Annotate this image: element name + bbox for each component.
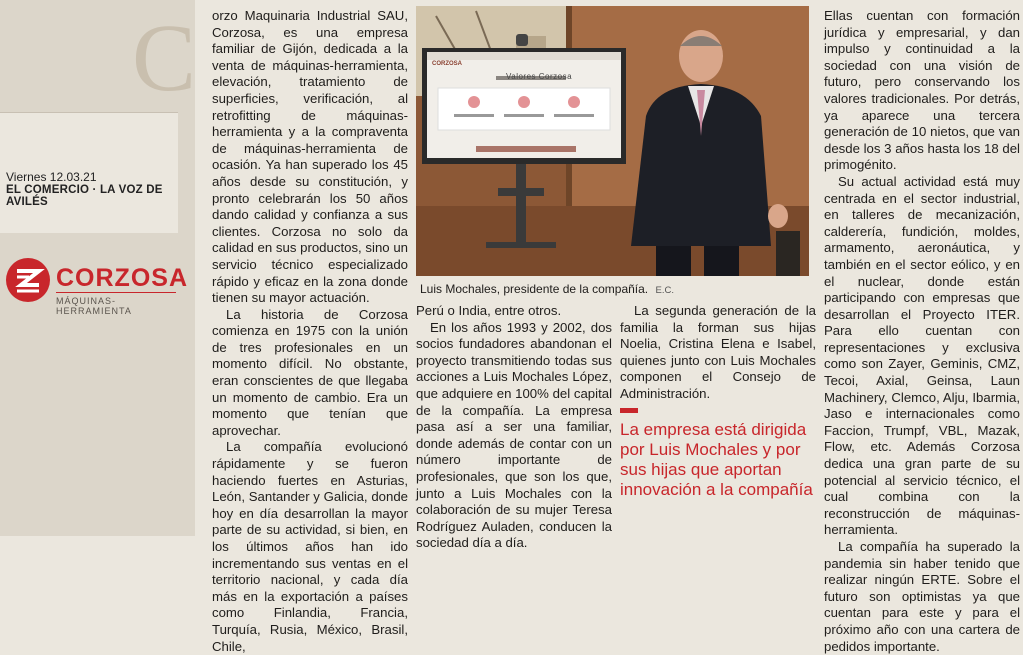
article-photo [416,6,809,276]
article-column-4 [824,8,1020,654]
logo-mark-icon [6,258,50,302]
article-paragraph: Perú o India, entre otros. [416,303,562,318]
monitor-screen-brand: CORZOSA [432,61,462,67]
article-paragraph: En los años 1993 y 2002, dos socios fundadores abandonan el proyecto transmitiendo todas sus acciones a Luis Mochales López, que adquiere en 100% del capital de la compañía. La empresa pasa así a ser una familiar, donde además de contar con un número importante de profesionales, que son los que, junto a Luis Mochales con la colaboración de su mujer Teresa Rodríguez Auladen, conducen la sociedad día a día. [416,319,612,551]
pull-quote: La empresa está dirigida por Luis Mochales y por sus hijas que aportan innovación a la compañía [620,420,813,499]
logo-wordmark: CORZOSA [56,264,188,292]
logo-tagline: MÁQUINAS-HERRAMIENTA [56,296,132,316]
photo-credit: E.C. [655,285,674,296]
logo-rule [56,292,176,293]
photo-caption [420,282,674,296]
corzosa-logo [6,258,188,318]
pull-quote-box [620,402,818,532]
monitor-screen-title: Valores Corzosa [506,72,573,81]
newspaper-name: EL COMERCIO · LA VOZ DE AVILÉS [6,184,163,208]
article-paragraph: La segunda generación de la familia la forman sus hijas Noelia, Cristina Elena e Isabel, quienes junto con Luis Mochales componen el Consejo de Administración. [620,303,816,401]
article-column-1 [212,8,408,654]
pull-quote-marker [620,408,638,413]
caption-text: Luis Mochales, presidente de la compañía. [420,282,649,296]
article-column-3 [620,303,816,401]
article-paragraph: orzo Maquinaria Industrial SAU, Corzosa, es una empresa familiar de Gijón, dedicada a la venta de máquinas-herramienta, elevación, tratamiento de superficies, verificación, al retrofitting de máquinas-herramienta y a la compraventa de máquinas-herramienta de ocasión. Ya han superado los 45 años desde su constitución, y pronto celebrarán los 50 años dando calidad y confianza a sus clientes. Corzosa no solo da calidad en sus productos, sino un servicio técnico especializado rápido y eficaz en la zona donde tienen su mayor actuación. [212,8,408,306]
article-paragraph: Ellas cuentan con formación jurídica y empresarial, y dan impulso y continuidad a la sociedad con una visión de futuro, pero conservando los valores tradicionales. Por detrás, ya aparece una tercera generación de 10 nietos, que van desde los 3 años hasta los 18 del primogénito. [824,8,1020,173]
issue-date: Viernes 12.03.21 [6,170,97,184]
drop-cap: C [132,4,197,111]
bleed-through-text-lower [4,330,194,530]
article-paragraph: Su actual actividad está muy centrada en el sector industrial, en talleres de mecanización, calderería, fundición, moldes, armamento, aeronáutica, y también en el sector eólico, y en el nuclear, donde están participando con empresas que desarrollan el Proyecto ITER. Para ello cuentan con representaciones y exclusiva como son Zayer, Geminis, CMZ, Tecoi, Axial, Geinsa, Laun Machinery, Clemco, Alju, Ibarmia, Jaso e internacionales como Faccion, Trumpf, VBL, Mazak, Flow, etc. Además Corzosa dedica una gran parte de su potencial al servicio técnico, el cual combina con la reconstrucción de máquinas-herramienta. [824,173,1020,538]
photo-illustration [416,6,809,276]
article-column-2 [416,303,612,551]
article-paragraph: La compañía ha superado la pandemia sin haber tenido que realizar ningún ERTE. Sobre el futuro son optimistas ya que cuentan para este y para el próximo año con una cartera de pedidos importante. [824,539,1020,654]
article-paragraph: La historia de Corzosa comienza en 1975 con la unión de tres profesionales en un momento difícil. No obstante, eran conscientes de que llegaba un momento de cambio. Era un momento que tenían que aprovechar. [212,306,408,438]
article-paragraph: La compañía evolucionó rápidamente y se fueron haciendo fuertes en Asturias, León, Santander y Galicia, donde hoy en día desarrollan la mayor parte de su actividad, si bien, en los últimos años han ido incrementando sus ventas en el territorio nacional, y cada día más en la exportación a países como Finlandia, Francia, Turquía, Rusia, México, Brasil, Chile, [212,439,408,654]
